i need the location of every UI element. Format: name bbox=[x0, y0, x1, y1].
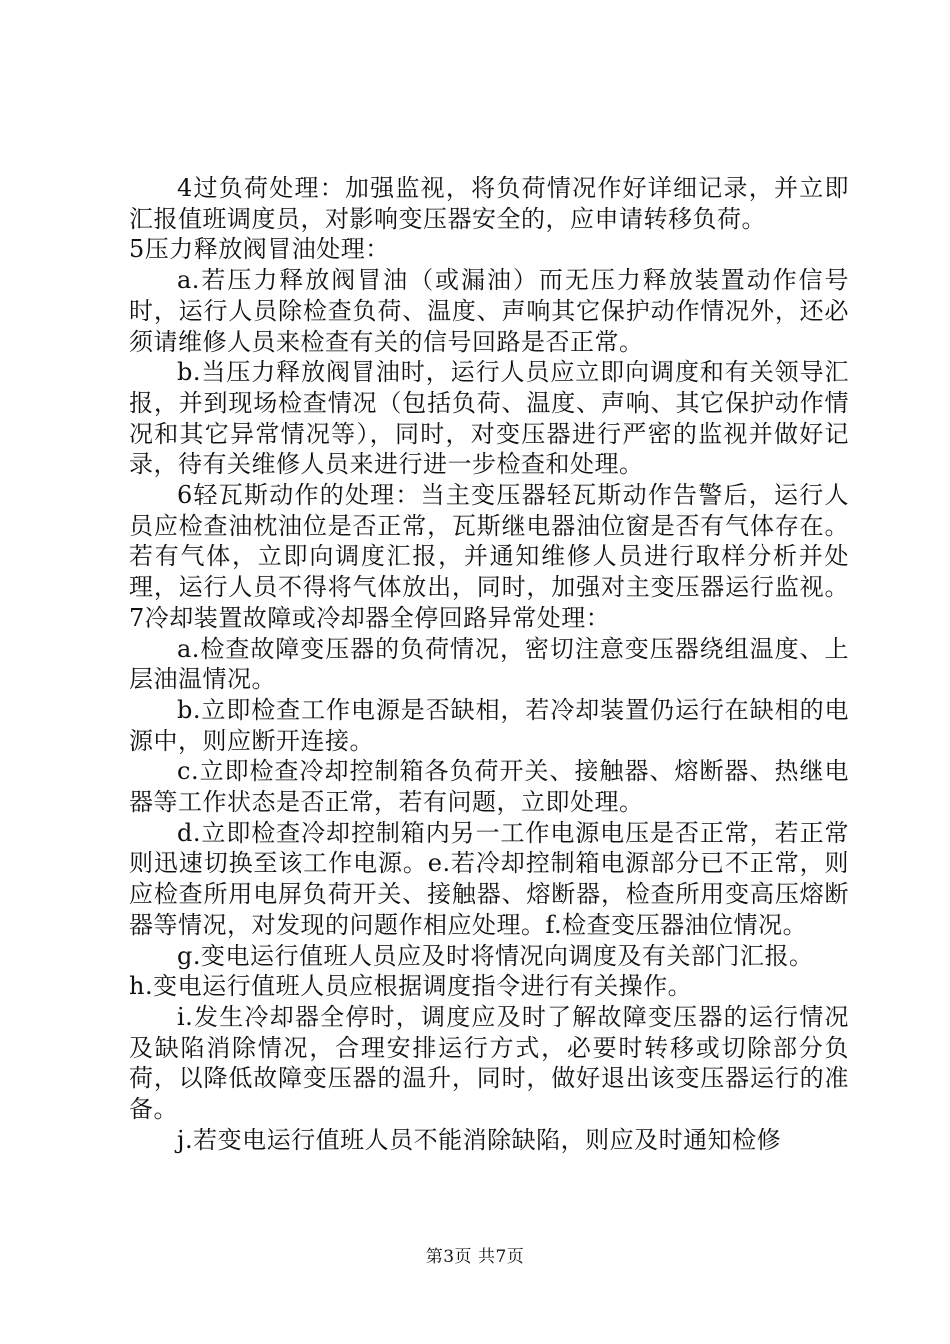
paragraph: d.立即检查冷却控制箱内另一工作电源电压是否正常，若正常则迅速切换至该工作电源。e.若冷却控制箱电源部分已不正常，则应检查所用电屏负荷开关、接触器、熔断器，检查所用变高压熔断器等情况，对发现的问题作相应处理。f.检查变压器油位情况。 bbox=[129, 818, 849, 939]
paragraph: j.若变电运行值班人员不能消除缺陷，则应及时通知检修 bbox=[177, 1125, 782, 1154]
paragraph: a.检查故障变压器的负荷情况，密切注意变压器绕组温度、上层油温情况。 bbox=[129, 634, 849, 694]
paragraph: b.立即检查工作电源是否缺相，若冷却装置仍运行在缺相的电源中，则应断开连接。 bbox=[129, 695, 849, 755]
paragraph: h.变电运行值班人员应根据调度指令进行有关操作。 bbox=[129, 972, 693, 1001]
page-footer: 第3页 共7页 bbox=[425, 1247, 525, 1267]
paragraph: 4过负荷处理：加强监视，将负荷情况作好详细记录，并立即汇报值班调度员，对影响变压器安全的，应申请转移负荷。 bbox=[129, 174, 849, 233]
paragraph: i.发生冷却器全停时，调度应及时了解故障变压器的运行情况及缺陷消除情况，合理安排运行方式，必要时转移或切除部分负荷，以降低故障变压器的温升，同时，做好退出该变压器运行的准备。 bbox=[129, 1002, 849, 1124]
paragraph: 6轻瓦斯动作的处理：当主变压器轻瓦斯动作告警后，运行人员应检查油枕油位是否正常，瓦斯继电器油位窗是否有气体存在。若有气体，立即向调度汇报，并通知维修人员进行取样分析并处理，运行人员不得将气体放出，同时，加强对主变压器运行监视。7冷却装置故障或冷却器全停回路异常处理： bbox=[129, 481, 849, 632]
paragraph: 5压力释放阀冒油处理： bbox=[129, 235, 390, 264]
paragraph: g.变电运行值班人员应及时将情况向调度及有关部门汇报。 bbox=[177, 941, 814, 970]
paragraph: c.立即检查冷却控制箱各负荷开关、接触器、熔断器、热继电器等工作状态是否正常，若有问题，立即处理。 bbox=[129, 757, 849, 817]
paragraph: b.当压力释放阀冒油时，运行人员应立即向调度和有关领导汇报，并到现场检查情况（包括负荷、温度、声响、其它保护动作情况和其它异常情况等），同时，对变压器进行严密的监视并做好记录，待有关维修人员来进行进一步检查和处理。 bbox=[129, 358, 849, 479]
document-body bbox=[129, 173, 849, 1156]
paragraph: a.若压力释放阀冒油（或漏油）而无压力释放装置动作信号时，运行人员除检查负荷、温度、声响其它保护动作情况外，还必须请维修人员来检查有关的信号回路是否正常。 bbox=[129, 266, 849, 356]
